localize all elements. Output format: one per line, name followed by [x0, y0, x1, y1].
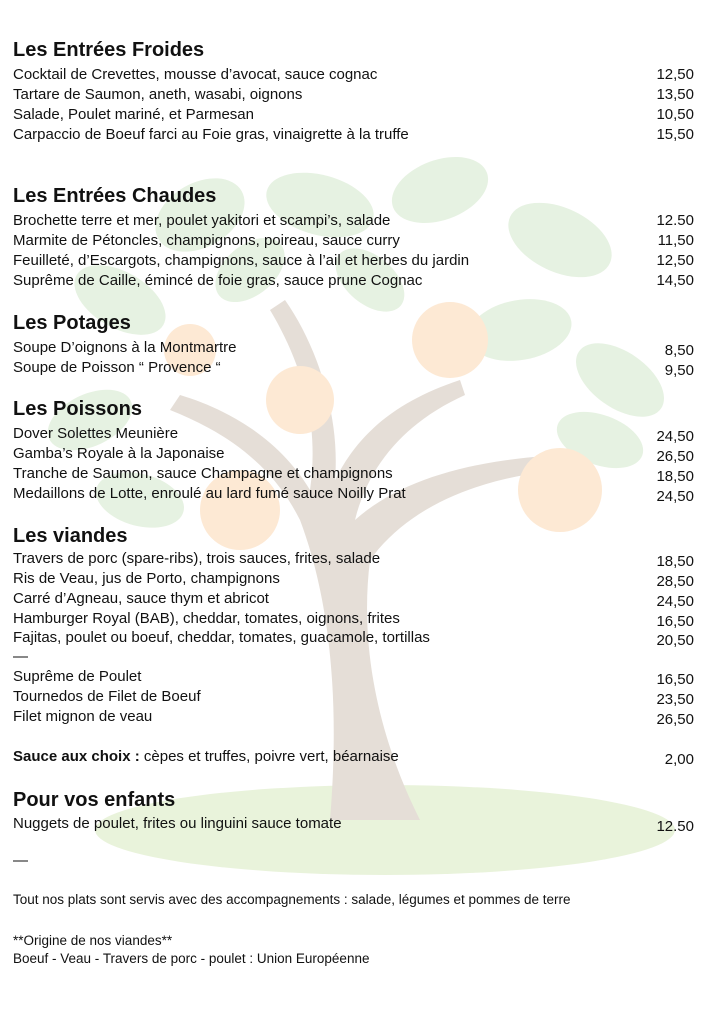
item-name: Fajitas, poulet ou boeuf, cheddar, tomates, guacamole, tortillas — [13, 629, 430, 646]
menu-item — [13, 687, 694, 709]
item-name: Gamba’s Royale à la Japonaise — [13, 445, 225, 462]
menu-item — [13, 270, 694, 290]
item-name: Tartare de Saumon, aneth, wasabi, oignons — [13, 86, 303, 103]
item-name: Carpaccio de Boeuf farci au Foie gras, vinaigrette à la truffe — [13, 126, 409, 143]
sauce-line — [13, 747, 694, 769]
item-name: Salade, Poulet mariné, et Parmesan — [13, 106, 254, 123]
item-price: 10,50 — [656, 106, 694, 123]
menu-item — [13, 210, 694, 230]
origin-text: Boeuf - Veau - Travers de porc - poulet : Union Européenne — [13, 951, 370, 966]
origin-title: **Origine de nos viandes** — [13, 933, 173, 948]
menu-item — [13, 667, 694, 689]
menu-item — [13, 338, 694, 360]
menu-item — [13, 814, 694, 836]
menu-item — [13, 358, 694, 380]
item-price: 16,50 — [656, 671, 694, 688]
item-price: 13,50 — [656, 86, 694, 103]
item-price: 8,50 — [664, 342, 694, 359]
item-price: 24,50 — [656, 428, 694, 445]
menu-item — [13, 230, 694, 250]
menu-item — [13, 124, 694, 144]
section-title-viandes: Les viandes — [13, 525, 128, 547]
sauce-text — [13, 747, 399, 766]
item-price: 28,50 — [656, 573, 694, 590]
item-price: 12.50 — [656, 212, 694, 229]
menu-item — [13, 569, 694, 591]
menu-item — [13, 484, 694, 506]
menu-item — [13, 628, 694, 650]
footer-divider: — — [13, 852, 28, 869]
item-price: 26,50 — [656, 448, 694, 465]
item-name: Filet mignon de veau — [13, 708, 153, 725]
section-title-entrees-froides: Les Entrées Froides — [13, 39, 205, 61]
menu-item — [13, 707, 694, 729]
sauce-options: cèpes et truffes, poivre vert, béarnaise — [139, 748, 399, 765]
menu-item — [13, 444, 694, 466]
item-price: 12.50 — [656, 818, 694, 835]
section-title-enfants: Pour vos enfants — [13, 789, 176, 811]
item-name: Nuggets de poulet, frites ou linguini sauce tomate — [13, 815, 342, 832]
item-price: 12,50 — [656, 66, 694, 83]
item-name: Brochette terre et mer, poulet yakitori et scampi’s, salade — [13, 212, 391, 229]
item-name: Ris de Veau, jus de Porto, champignons — [13, 570, 280, 587]
menu-item — [13, 589, 694, 611]
accompaniment-note: Tout nos plats sont servis avec des accompagnements : salade, légumes et pommes de terre — [13, 892, 571, 907]
item-name: Cocktail de Crevettes, mousse d’avocat, sauce cognac — [13, 66, 378, 83]
item-price: 20,50 — [656, 632, 694, 649]
item-name: Feuilleté, d’Escargots, champignons, sauce à l’ail et herbes du jardin — [13, 252, 470, 269]
item-name: Soupe de Poisson “ Provence “ — [13, 359, 221, 376]
section-title-entrees-chaudes: Les Entrées Chaudes — [13, 185, 217, 207]
item-name: Carré d’Agneau, sauce thym et abricot — [13, 590, 269, 607]
menu-item — [13, 104, 694, 124]
menu-item — [13, 250, 694, 270]
menu-item — [13, 84, 694, 104]
section-title-poissons: Les Poissons — [13, 398, 142, 420]
item-name: Medaillons de Lotte, enroulé au lard fumé sauce Noilly Prat — [13, 485, 406, 502]
item-price: 23,50 — [656, 691, 694, 708]
item-price: 14,50 — [656, 272, 694, 289]
item-price: 16,50 — [656, 613, 694, 630]
item-name: Travers de porc (spare-ribs), trois sauces, frites, salade — [13, 550, 381, 567]
item-name: Marmite de Pétoncles, champignons, poireau, sauce curry — [13, 232, 400, 249]
item-price: 18,50 — [656, 468, 694, 485]
menu-item — [13, 64, 694, 84]
item-price: 11,50 — [657, 232, 694, 249]
item-name: Dover Solettes Meunière — [13, 425, 179, 442]
item-price: 18,50 — [656, 553, 694, 570]
item-name: Suprême de Poulet — [13, 668, 142, 685]
menu-item — [13, 549, 694, 571]
item-name: Tranche de Saumon, sauce Champagne et champignons — [13, 465, 393, 482]
menu-item — [13, 464, 694, 486]
item-name: Suprême de Caille, émincé de foie gras, sauce prune Cognac — [13, 272, 423, 289]
item-price: 15,50 — [656, 126, 694, 143]
item-price: 26,50 — [656, 711, 694, 728]
sauce-price: 2,00 — [664, 751, 694, 768]
item-price: 24,50 — [656, 488, 694, 505]
section-title-potages: Les Potages — [13, 312, 131, 334]
item-name: Soupe D’oignons à la Montmartre — [13, 339, 237, 356]
sauce-label: Sauce aux choix : — [13, 748, 140, 765]
item-name: Tournedos de Filet de Boeuf — [13, 688, 201, 705]
item-price: 24,50 — [656, 593, 694, 610]
divider-dash: — — [13, 648, 28, 665]
item-price: 12,50 — [656, 252, 694, 269]
item-name: Hamburger Royal (BAB), cheddar, tomates, oignons, frites — [13, 610, 400, 627]
item-price: 9,50 — [664, 362, 694, 379]
menu-item — [13, 424, 694, 446]
